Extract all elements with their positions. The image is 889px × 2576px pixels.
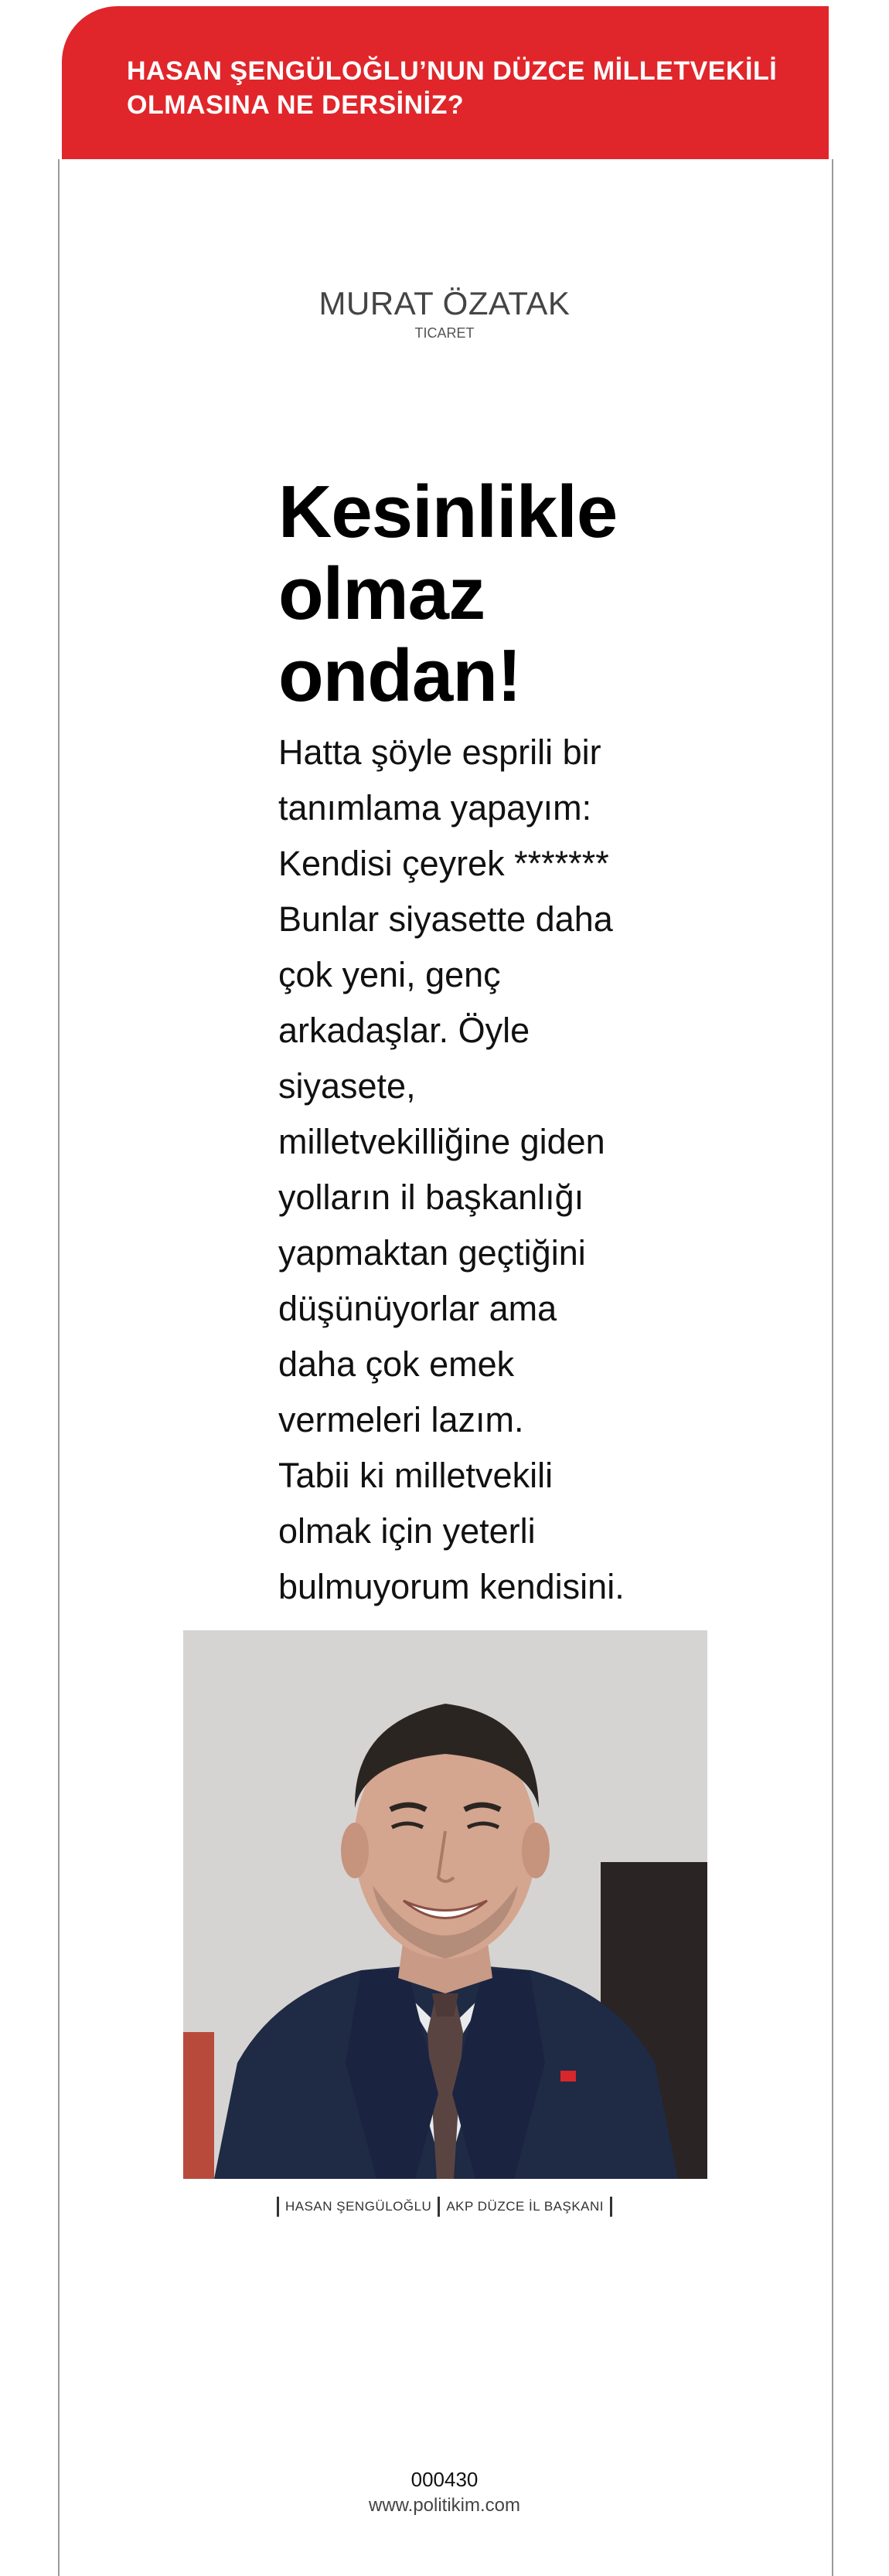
author-name: MURAT ÖZATAK — [318, 285, 571, 321]
footer — [0, 2466, 889, 2519]
caption-divider — [438, 2197, 440, 2217]
caption-divider — [610, 2197, 612, 2217]
portrait-photo — [183, 1630, 707, 2179]
caption-title: AKP DÜZCE İL BAŞKANI — [446, 2199, 605, 2214]
footer-code: 000430 — [410, 2468, 479, 2491]
author-role: TICARET — [414, 325, 475, 341]
portrait-illustration — [183, 1630, 707, 2179]
author-block — [0, 284, 889, 342]
article — [278, 471, 649, 1615]
header-banner — [62, 6, 829, 159]
article-headline: Kesinlikle olmaz ondan! — [278, 471, 618, 717]
banner-title: HASAN ŞENGÜLOĞLU’NUN DÜZCE MİLLETVEKİLİ OLMASINA NE DERSİNİZ? — [127, 56, 778, 120]
article-body: Hatta şöyle esprili bir tanımlama yapayım: Kendisi çeyrek ******* Bunlar siyasette daha çok yeni, genç arkadaşlar. Öyle siyasete, milletvekilliğine giden yolların il başkanlığı yapmaktan geçtiğini düşünüyorlar ama daha çok emek vermeleri lazım. Tabii ki milletvekili olmak için yeterli bulmuyorum kendisini. — [278, 732, 625, 1606]
caption-name: HASAN ŞENGÜLOĞLU — [284, 2199, 432, 2214]
caption-divider — [277, 2197, 279, 2217]
photo-caption — [0, 2197, 889, 2217]
footer-website-link[interactable]: www.politikim.com — [368, 2495, 521, 2516]
